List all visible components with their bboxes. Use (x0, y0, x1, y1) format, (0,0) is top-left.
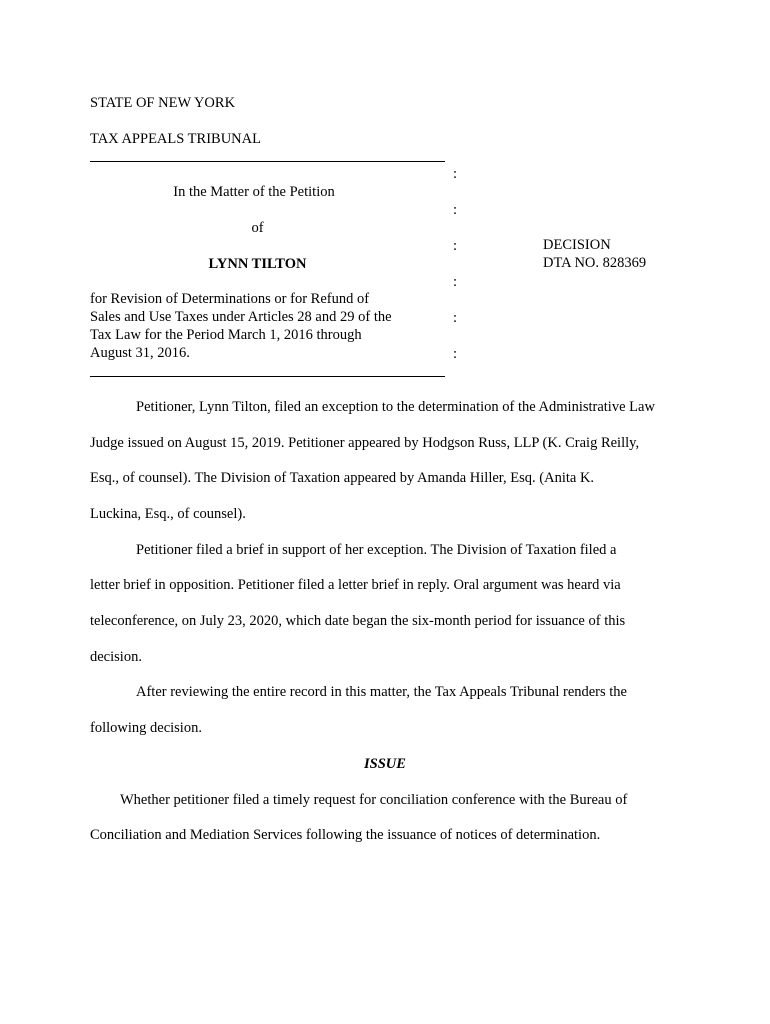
caption-colon: : (453, 274, 458, 290)
caption-purpose-line: Sales and Use Taxes under Articles 28 and 29 of the (90, 309, 392, 325)
caption-colon: : (453, 346, 458, 362)
decision-label: DECISION (543, 237, 611, 253)
paragraph-line: Esq., of counsel). The Division of Taxation appeared by Amanda Hiller, Esq. (Anita K. (90, 470, 595, 486)
paragraph-line: teleconference, on July 23, 2020, which date began the six-month period for issuance of this (90, 613, 626, 629)
of-line: of (251, 220, 264, 236)
paragraph-line: letter brief in opposition. Petitioner filed a letter brief in reply. Oral argument was heard via (90, 577, 621, 593)
caption-bottom-rule (90, 376, 445, 377)
caption-purpose-line: Tax Law for the Period March 1, 2016 through (90, 327, 362, 343)
issue-heading: ISSUE (364, 756, 406, 772)
decision-number: DTA NO. 828369 (543, 255, 647, 271)
paragraph-line: Petitioner, Lynn Tilton, filed an exception to the determination of the Administrative Law (136, 399, 655, 415)
paragraph-line: Petitioner filed a brief in support of her exception. The Division of Taxation filed a (136, 542, 617, 558)
petitioner-name: LYNN TILTON (208, 256, 307, 272)
paragraph-line: Judge issued on August 15, 2019. Petitioner appeared by Hodgson Russ, LLP (K. Craig Reilly, (90, 435, 640, 451)
issue-line: Conciliation and Mediation Services following the issuance of notices of determination. (90, 827, 601, 843)
caption-top-rule (90, 161, 445, 162)
tribunal-heading: TAX APPEALS TRIBUNAL (90, 131, 261, 147)
matter-line: In the Matter of the Petition (173, 184, 335, 200)
caption-purpose-line: for Revision of Determinations or for Refund of (90, 291, 370, 307)
caption-colon: : (453, 202, 458, 218)
caption-colon: : (453, 310, 458, 326)
caption-colon: : (453, 238, 458, 254)
paragraph-line: After reviewing the entire record in this matter, the Tax Appeals Tribunal renders the (136, 684, 627, 700)
paragraph-line: Luckina, Esq., of counsel). (90, 506, 246, 522)
caption-purpose-line: August 31, 2016. (90, 345, 190, 361)
paragraph-line: following decision. (90, 720, 202, 736)
paragraph-line: decision. (90, 649, 142, 665)
state-heading: STATE OF NEW YORK (90, 95, 236, 111)
issue-line: Whether petitioner filed a timely request for conciliation conference with the Bureau of (120, 792, 628, 808)
caption-colon: : (453, 166, 458, 182)
